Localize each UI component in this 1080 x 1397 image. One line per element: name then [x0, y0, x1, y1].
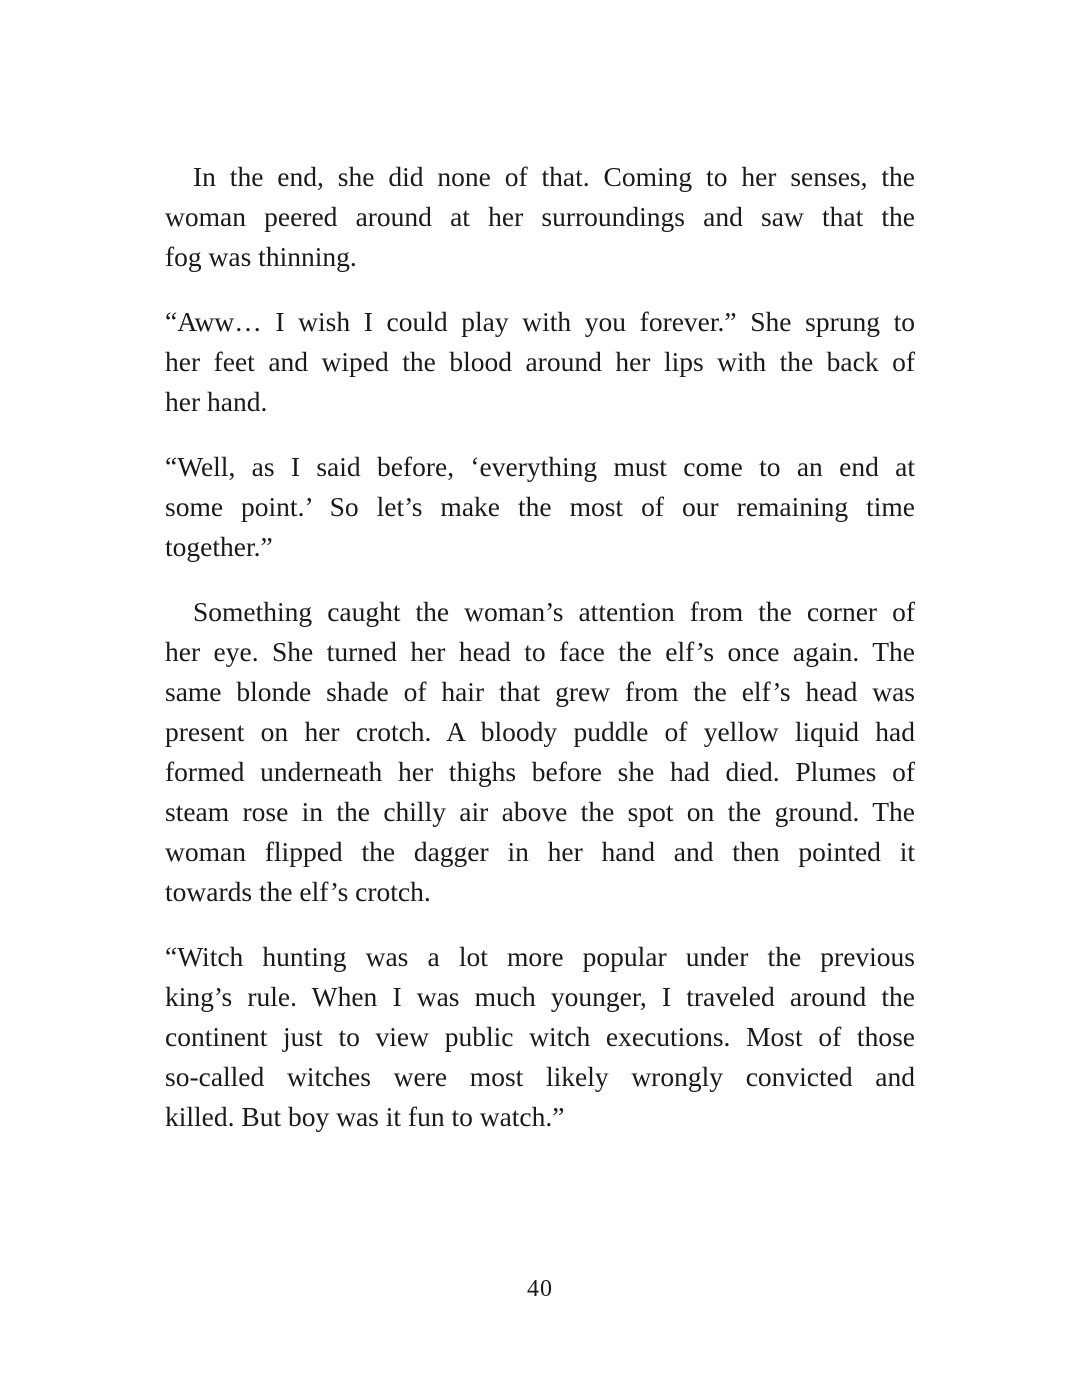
page-number: 40 — [527, 1276, 553, 1302]
text-line: fog was thinning. — [165, 241, 357, 272]
text-line: In the end, she did none of that. Coming to her senses, the — [193, 161, 915, 192]
text-line: continent just to view public witch executions. Most of those — [165, 1021, 915, 1052]
text-line: present on her crotch. A bloody puddle of yellow liquid had — [165, 716, 915, 747]
body-text — [165, 157, 915, 1162]
text-line: some point.’ So let’s make the most of our remaining time — [165, 491, 915, 522]
text-line: woman peered around at her surroundings and saw that the — [165, 201, 915, 232]
paragraph — [165, 937, 915, 1137]
text-line: “Witch hunting was a lot more popular under the previous — [165, 941, 915, 972]
text-line: her eye. She turned her head to face the elf’s once again. The — [165, 636, 915, 667]
text-line: formed underneath her thighs before she had died. Plumes of — [165, 756, 915, 787]
text-line: killed. But boy was it fun to watch.” — [165, 1101, 565, 1132]
text-line: king’s rule. When I was much younger, I traveled around the — [165, 981, 915, 1012]
text-line: towards the elf’s crotch. — [165, 876, 431, 907]
text-line: so-called witches were most likely wrongly convicted and — [165, 1061, 915, 1092]
text-line: woman flipped the dagger in her hand and then pointed it — [165, 836, 915, 867]
text-line: her feet and wiped the blood around her lips with the back of — [165, 346, 915, 377]
text-line: Something caught the woman’s attention from the corner of — [193, 596, 915, 627]
paragraph — [165, 302, 915, 422]
text-line: steam rose in the chilly air above the spot on the ground. The — [165, 796, 915, 827]
paragraph — [165, 592, 915, 912]
text-line: together.” — [165, 531, 273, 562]
text-line: “Aww… I wish I could play with you forever.” She sprung to — [165, 306, 915, 337]
text-line: her hand. — [165, 386, 268, 417]
paragraph — [165, 447, 915, 567]
text-line: same blonde shade of hair that grew from the elf’s head was — [165, 676, 915, 707]
paragraph — [165, 157, 915, 277]
text-line: “Well, as I said before, ‘everything must come to an end at — [165, 451, 915, 482]
